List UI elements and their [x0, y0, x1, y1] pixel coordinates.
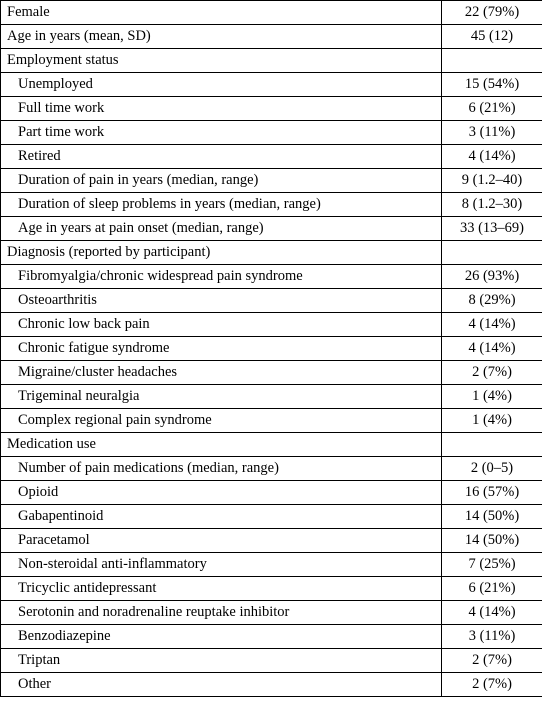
- row-label: Trigeminal neuralgia: [1, 385, 442, 409]
- section-header: Medication use: [1, 433, 442, 457]
- table-row: [1, 433, 542, 457]
- row-label: Serotonin and noradrenaline reuptake inhibitor: [1, 601, 442, 625]
- row-label: Full time work: [1, 97, 442, 121]
- row-value: 33 (13–69): [442, 217, 542, 241]
- row-label: Age in years at pain onset (median, range): [1, 217, 442, 241]
- table-row: [1, 97, 542, 121]
- row-label: Duration of sleep problems in years (median, range): [1, 193, 442, 217]
- row-value: 1 (4%): [442, 385, 542, 409]
- table-row: [1, 265, 542, 289]
- row-value: 4 (14%): [442, 601, 542, 625]
- table-row: [1, 625, 542, 649]
- row-label: Gabapentinoid: [1, 505, 442, 529]
- table-row: [1, 289, 542, 313]
- row-label: Retired: [1, 145, 442, 169]
- table-row: [1, 337, 542, 361]
- table-body: [1, 1, 542, 697]
- row-value: 1 (4%): [442, 409, 542, 433]
- table-row: [1, 409, 542, 433]
- row-value: 6 (21%): [442, 97, 542, 121]
- row-label: Migraine/cluster headaches: [1, 361, 442, 385]
- section-header: Diagnosis (reported by participant): [1, 241, 442, 265]
- row-value: [442, 241, 542, 265]
- row-value: 4 (14%): [442, 145, 542, 169]
- row-label: Non-steroidal anti-inflammatory: [1, 553, 442, 577]
- table-row: [1, 145, 542, 169]
- table-row: [1, 649, 542, 673]
- table-row: [1, 553, 542, 577]
- table-row: [1, 577, 542, 601]
- row-value: 2 (7%): [442, 673, 542, 697]
- table-row: [1, 673, 542, 697]
- row-label: Other: [1, 673, 442, 697]
- table-row: [1, 601, 542, 625]
- row-value: 8 (29%): [442, 289, 542, 313]
- table-row: [1, 241, 542, 265]
- table-row: [1, 49, 542, 73]
- row-label: Number of pain medications (median, range): [1, 457, 442, 481]
- table-row: [1, 457, 542, 481]
- section-header: Employment status: [1, 49, 442, 73]
- row-label: Benzodiazepine: [1, 625, 442, 649]
- row-value: 16 (57%): [442, 481, 542, 505]
- table-row: [1, 361, 542, 385]
- row-value: 9 (1.2–40): [442, 169, 542, 193]
- row-value: 2 (7%): [442, 361, 542, 385]
- row-value: 14 (50%): [442, 529, 542, 553]
- row-label: Osteoarthritis: [1, 289, 442, 313]
- row-label: Tricyclic antidepressant: [1, 577, 442, 601]
- row-value: 3 (11%): [442, 121, 542, 145]
- table-row: [1, 217, 542, 241]
- row-label: Chronic low back pain: [1, 313, 442, 337]
- table-row: [1, 193, 542, 217]
- row-value: 4 (14%): [442, 313, 542, 337]
- row-value: [442, 49, 542, 73]
- row-value: 8 (1.2–30): [442, 193, 542, 217]
- row-label: Unemployed: [1, 73, 442, 97]
- row-label: Part time work: [1, 121, 442, 145]
- row-value: 22 (79%): [442, 1, 542, 25]
- row-value: 2 (7%): [442, 649, 542, 673]
- row-label: Triptan: [1, 649, 442, 673]
- row-value: [442, 433, 542, 457]
- row-label: Fibromyalgia/chronic widespread pain syndrome: [1, 265, 442, 289]
- row-value: 2 (0–5): [442, 457, 542, 481]
- row-label: Duration of pain in years (median, range): [1, 169, 442, 193]
- table-row: [1, 25, 542, 49]
- row-label: Complex regional pain syndrome: [1, 409, 442, 433]
- table-row: [1, 169, 542, 193]
- row-value: 45 (12): [442, 25, 542, 49]
- table-row: [1, 313, 542, 337]
- row-label: Age in years (mean, SD): [1, 25, 442, 49]
- row-value: 4 (14%): [442, 337, 542, 361]
- row-value: 26 (93%): [442, 265, 542, 289]
- row-label: Female: [1, 1, 442, 25]
- row-label: Paracetamol: [1, 529, 442, 553]
- row-value: 6 (21%): [442, 577, 542, 601]
- row-value: 14 (50%): [442, 505, 542, 529]
- table-row: [1, 1, 542, 25]
- table-row: [1, 385, 542, 409]
- table-row: [1, 529, 542, 553]
- row-value: 7 (25%): [442, 553, 542, 577]
- row-label: Chronic fatigue syndrome: [1, 337, 442, 361]
- row-value: 3 (11%): [442, 625, 542, 649]
- table-row: [1, 121, 542, 145]
- table-row: [1, 505, 542, 529]
- row-label: Opioid: [1, 481, 442, 505]
- table-row: [1, 73, 542, 97]
- row-value: 15 (54%): [442, 73, 542, 97]
- table-row: [1, 481, 542, 505]
